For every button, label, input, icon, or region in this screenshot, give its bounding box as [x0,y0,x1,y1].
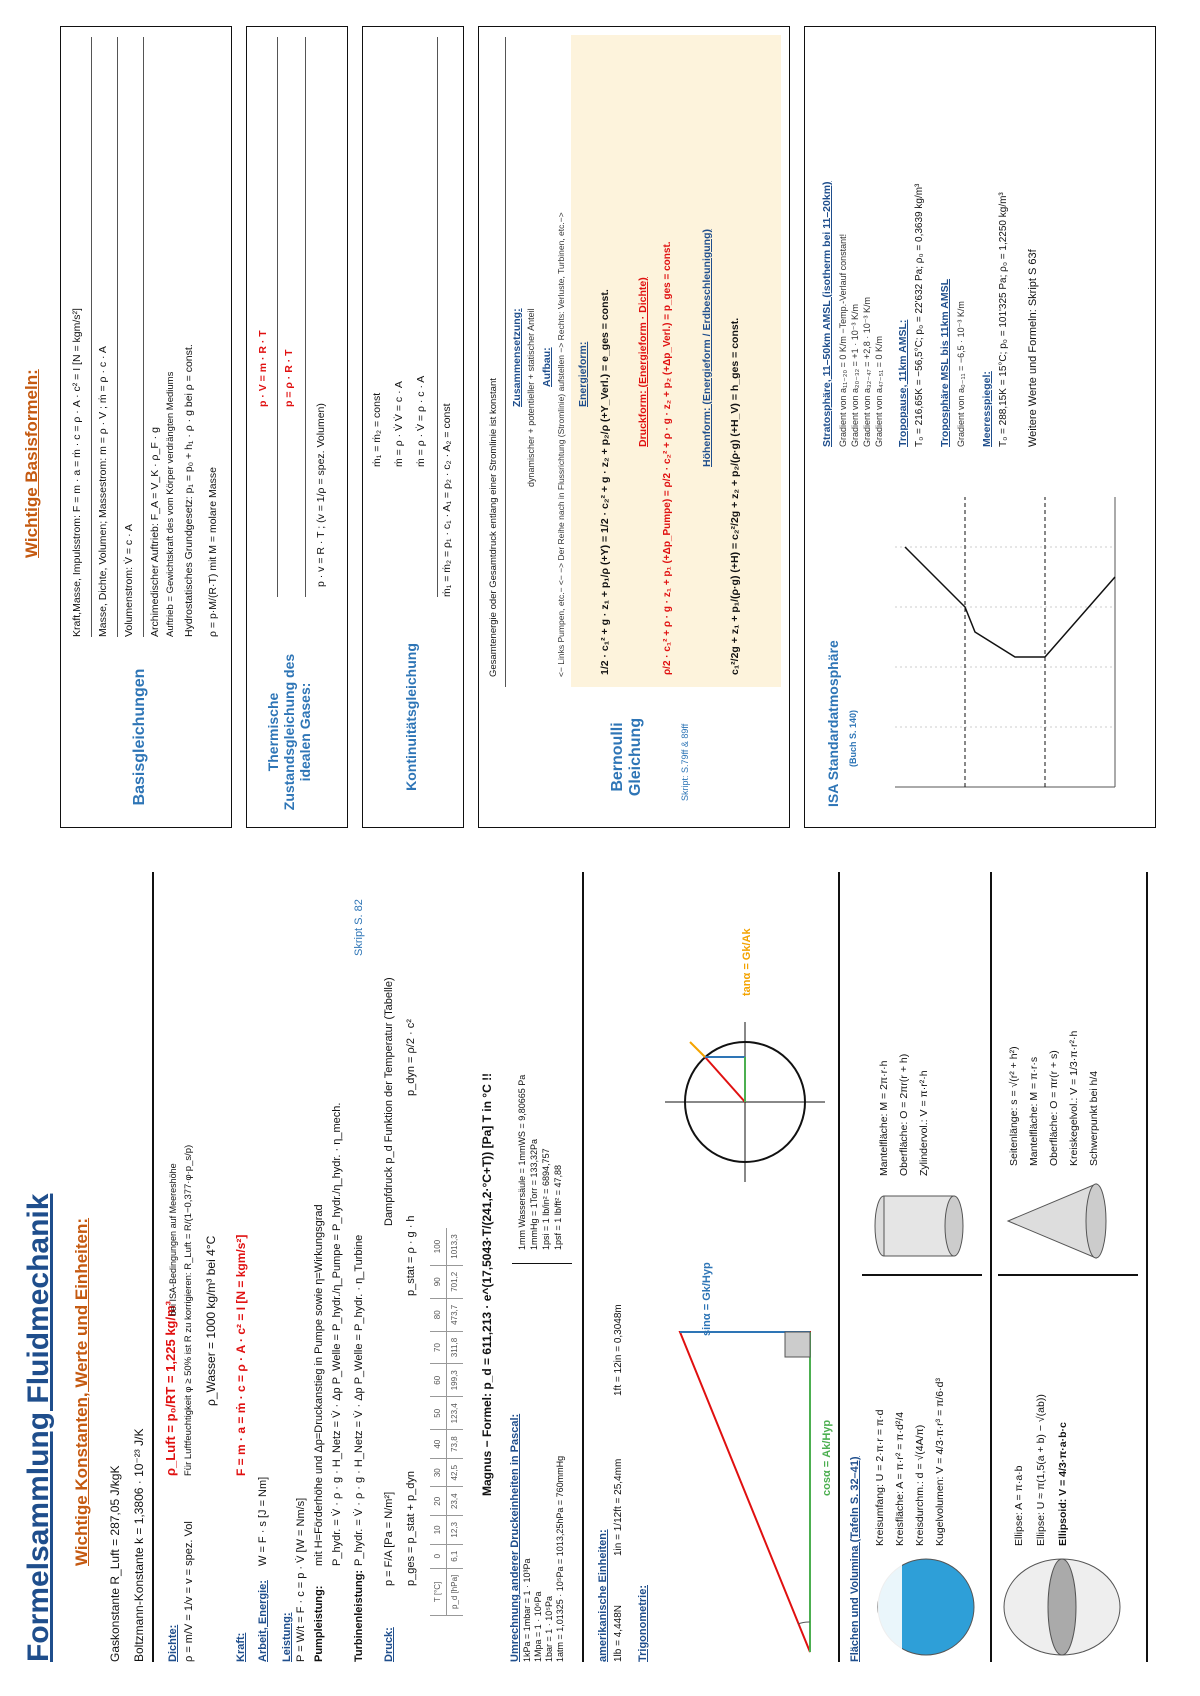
areas-heading: Flächen und Volumina (Tafeln S. 32–41) [849,1456,861,1662]
isa-row: Tropopause, 11km AMSL: [897,319,909,447]
isa-temperature-chart [875,487,1135,807]
circle-formulas [870,1378,950,1546]
ellipsoid-section [1048,1559,1076,1655]
table-header-cell: 80 [430,1298,447,1331]
table-header-cell: T [°C] [430,1568,447,1615]
list-item: Kreisdurchm.: d = √(4A/π) [914,1424,926,1546]
triangle-hypotenuse [680,1332,810,1652]
list-item: 1Mpa = 1 · 10⁶Pa [533,1591,543,1662]
sine-label: sinα = Gk/Hyp [701,1262,713,1336]
pressure-form: ρ/2 · c₁² + ρ · g · z₁ + p₁ (+Δp_Pumpe) = ρ/2 · c₂² + ρ · g · z₂ + p₂ (+Δp_Verl.) = p_ges = const. [662,241,673,675]
sphere-cap [878,1559,902,1655]
continuity-box [362,26,464,828]
turbine-label: Turbinenleistung: [353,1569,365,1662]
isa-box [804,26,1156,828]
divider [512,1263,572,1264]
bernoulli-row: Aufbau: [541,347,553,387]
isa-row: Gradient von a₃₂₋₄₇ = +2,8 · 10⁻³ K/m [862,297,872,447]
isa-row: Meeresspiegel: [981,371,993,447]
pressure-heading: Druck: [383,1627,395,1662]
divider [305,37,306,597]
basic-row: Hydrostatisches Grundgesetz: p₁ = p₀ + h₁ · ρ · g bei ρ = const. [183,344,195,637]
bernoulli-row: Gesamtenergie oder Gesamtdruck entlang einer Stromlinie ist konstant [488,378,499,677]
sphere-figure [866,1552,1016,1662]
pump-text: mit H=Förderhöhe und Δp=Druckanstieg in Pumpe sowie η=Wirkungsgrad [313,1204,325,1566]
continuity-label: Kontinuitätsgleichung [403,643,419,791]
bernoulli-row: <− Links Pumpen, etc.− <− −> Der Reihe nach in Flussrichtung (Stromlinie) aufstellen −> Rechts: Verluste, Turbinen, etc.−> [556,212,566,677]
density-formula: ρ = m/V = 1/v = v = spez. Vol [183,1521,195,1662]
table-header-cell: 20 [430,1487,447,1516]
work-heading: Arbeit, Energie: [257,1580,269,1662]
isa-row: Troposphäre MSL bis 11km AMSL [939,278,951,447]
basic-row: Auftrieb = Gewichtskraft des vom Körper verdrängten Mediums [165,371,176,637]
divider [582,872,584,1662]
table-cell: 199,3 [447,1364,464,1397]
list-item: Kugelvolumen: V = 4/3·π·r³ = π/6·d³ [934,1378,946,1546]
continuity-row: ṁ = ρ · V̇ V̇ = c · A [393,381,405,467]
force-formula: F = m · a = ṁ · c = ρ · A · c² = I [N = kgm/s²] [234,1234,248,1476]
tangent-label: tanα = Gk/Ak [741,928,753,996]
list-item: Kreisfläche: A = π·r² = π·d²/4 [894,1411,906,1546]
table-header-row [430,1228,447,1615]
energy-form-heading: Energieform: [577,341,589,407]
vapor-table [430,1228,463,1616]
basic-row: Archimedischer Auftrieb: F_A = V_K · ρ_F · g [149,427,161,637]
divider [91,37,92,637]
pump-label: Pumpleistung: [313,1585,325,1662]
table-cell: 12,3 [447,1516,464,1545]
divider [838,872,840,1662]
list-item: 1kPa = 1mbar = 1 · 10³Pa [522,1558,532,1662]
basic-row: Kraft,Masse, Impulsstrom: F = m · a = ṁ · c = ρ · A · c² = I [N = kgm/s²] [71,308,83,637]
list-item: Oberfläche: O = 2πr(r + h) [898,1053,910,1176]
table-value-row [447,1228,464,1615]
isa-row: T₀ = 288,15K = 15°C; p₀ = 101'325 Pa; ρ₀ = 1,2250 kg/m³ [998,192,1009,447]
table-cell: p_d [hPa] [447,1568,464,1615]
table-cell: 473,7 [447,1298,464,1331]
american-unit: 1ft = 12in = 0,3048m [613,1304,624,1396]
table-header-cell: 40 [430,1430,447,1459]
table-header-cell: 0 [430,1544,447,1568]
ellipse-formulas [1008,1394,1074,1546]
divider [117,37,118,637]
table-header-cell: 90 [430,1265,447,1298]
divider [277,37,278,597]
bernoulli-label: Bernoulli Gleichung [609,717,644,797]
bernoulli-box [478,26,790,828]
isa-row: Gradient von a₁₁₋₂₀ = 0 K/m −Temp.-Verlauf constant! [838,233,848,447]
power-formula: P = W/t = F · c = p · V̇ [W = Nm/s] [295,1497,307,1662]
divider [505,37,506,687]
list-item: 1mm Wassersäule = 1mmWS = 9,80665 Pa [517,1074,527,1250]
conversion-heading: Umrechnung anderer Druckeinheiten in Pascal: [509,1413,521,1662]
cosine-label: cosα = Ak/Hyp [821,1419,833,1496]
thermal-state-box [246,26,348,828]
conversion-right [516,1075,564,1250]
height-form-heading: Höhenform: (Energieform / Erdbeschleunigung) [701,228,713,467]
table-header-cell: 50 [430,1397,447,1430]
thermo-row: p = ρ · R · T [283,349,295,407]
table-cell: 701,2 [447,1265,464,1298]
list-item: Mantelfläche: M = 2π·r·h [878,1060,890,1176]
list-item: Seitenlänge: s = √(r² + h²) [1008,1046,1020,1166]
isa-row: Weitere Werte und Formeln: Skript S 63f [1027,249,1039,447]
thermo-row: p · V = m · R · T [257,330,269,407]
constants-subtitle: Wichtige Konstanten, Werte und Einheiten: [72,1217,91,1566]
bernoulli-forms-panel [571,35,781,687]
table-header-cell: 100 [430,1228,447,1265]
isa-row: Stratosphäre, 11–50km AMSL (isotherm bei 11–20km) [821,181,833,447]
table-cell: 23,4 [447,1487,464,1516]
table-header-cell: 60 [430,1364,447,1397]
trigonometry-heading: Trigonometrie: [637,1584,649,1662]
list-item: Oberfläche: O = πr(r + s) [1048,1050,1060,1166]
pressure-form-heading: Druckform: (Energieform · Dichte) [637,277,649,447]
magnus-formula: Magnus − Formel: p_d = 611,213 · e^(17,5043·T/(241,2·°C+T)) [Pa] T in °C !! [480,1072,494,1496]
list-item: Kreisumfang: U = 2·π·r = π·d [874,1409,886,1546]
gas-constant: Gaskonstante R_Luft = 287,05 J/kgK [108,1465,122,1662]
isa-subtitle: (Buch S. 140) [848,709,858,767]
list-item: Kreiskegelvol.: V = 1/3·π·r²·h [1068,1030,1080,1166]
p-ges: p_ges = p_stat + p_dyn [405,1471,417,1586]
list-item: Schwerpunkt bei h/4 [1088,1070,1100,1166]
divider [437,37,438,597]
american-unit: 1in = 1/12ft = 25,4mm [613,1458,624,1556]
tangent-line [690,1042,705,1057]
table-header-cell: 10 [430,1516,447,1545]
table-header-cell: 70 [430,1331,447,1363]
list-item: 1psi = 1 lb/in² = 6894,757 [541,1148,551,1250]
work-formula: W = F · s [J = Nm] [257,1476,269,1566]
list-item: Ellipse: A = π·a·b [1013,1465,1025,1546]
thermo-row: p · v = R · T ; (v = 1/ρ = spez. Volumen) [315,403,327,587]
left-page [0,848,1200,1696]
divider [1146,872,1148,1662]
temperature-profile-line [905,547,1115,657]
table-cell: 311,8 [447,1331,464,1363]
divider [143,37,144,637]
basic-row: ρ = p·M/(R·T) mit M = molare Masse [207,467,219,637]
cone-formulas [1004,1031,1104,1166]
bernoulli-script-ref: Skript: S.79ff & 89ff [680,723,690,801]
table-cell: 73,8 [447,1430,464,1459]
thermal-state-label: Thermische Zustandsgleichung des idealen Gases: [265,653,313,811]
cylinder-body [884,1196,954,1256]
basic-formulas-title: Wichtige Basisformeln: [22,369,41,558]
continuity-row: ṁ = ρ · V̇ = ρ · c · A [415,375,427,467]
list-item: 1bar = 1 · 10⁵Pa [544,1595,554,1662]
list-item: 1atm = 1,01325 · 10⁵Pa = 1013,25hPa = 760mmHg [555,1455,565,1662]
table-cell: 123,4 [447,1397,464,1430]
water-density: ρ_Wasser = 1000 kg/m³ bei 4°C [204,1235,218,1406]
cone-icon [1008,1184,1096,1258]
basic-equations-label: Basisgleichungen [131,668,148,806]
continuity-row: ṁ₁ = ṁ₂ = ρ₁ · c₁ · A₁ = ρ₂ · c₂ · A₂ = const [441,403,453,597]
density-heading: Dichte: [167,1624,179,1662]
american-units-heading: amerikanische Einheiten: [597,1529,609,1662]
divider [152,872,154,1662]
page-title: Formelsammlung Fluidmechanik [22,1193,55,1662]
list-item: Zylindervol.: V = π·r²·h [918,1070,930,1176]
energy-form: 1/2 · c₁² + g · z₁ + p₁/ρ (+Y) = 1/2 · c₂² + g · z₂ + p₂/ρ (+Y_Verl.) = e_ges = const. [599,289,611,675]
boltzmann-constant: Boltzmann-Konstante k = 1,3806 · 10⁻²³ J/K [132,1428,146,1662]
cylinder-figure [870,1186,970,1266]
vapor-title: Dampfdruck p_d Funktion der Temperatur (Tabelle) [383,977,395,1226]
height-form: c₁²/2g + z₁ + p₁/(ρ·g) (+H) = c₂²/2g + z₂ + p₂/(ρ·g) (+H_V) = h_ges = const. [729,317,741,675]
isa-label: ISA Standardatmosphäre [825,640,841,807]
divider [998,1275,1138,1277]
humidity-note: Für Luftfeuchtigkeit φ ≥ 50% ist R zu korrigieren: R_Luft = R/(1−0,377·φ·p_s/p) [183,1144,194,1476]
bernoulli-row: Zusammensetzung: [511,308,523,407]
force-heading: Kraft: [235,1632,247,1662]
isa-row: Gradient von a₀₋₁₁ = −6,5 · 10⁻³ K/m [956,301,966,447]
basic-row: Masse, Dichte, Volumen; Massestrom: m = ρ · V ; ṁ = ρ · c · A [97,346,109,637]
basic-row: Volumenstrom: V̇ = c · A [123,524,135,637]
isa-row: T₀ = 216,65K = −56,5°C; p₀ = 22'632 Pa; ρ₀ = 0,3639 kg/m³ [914,183,925,447]
basic-equations-box [60,26,232,828]
divider [862,1275,982,1277]
table-cell: 42,5 [447,1458,464,1487]
p-dyn: p_dyn = ρ/2 · c² [405,1019,417,1096]
bernoulli-row: dynamischer + potentieller + statischer Anteil [526,308,536,487]
table-header-cell: 30 [430,1458,447,1487]
isa-row: Gradient von a₂₀₋₃₂ = +1 · 10⁻³ K/m [850,304,860,447]
pump-formula: P_hydr. = V̇ · ρ · g · H_Netz = V̇ · Δp P_Welle = P_hydr./η_Pumpe = P_hydr./η_hydr. · η_mech. [331,1102,343,1566]
p-stat: p_stat = ρ · g · h [405,1215,417,1296]
list-item: 1psf = 1 lb/ft² = 47,88 [553,1164,563,1250]
list-item: Ellipse: U ≈ π(1,5(a + b) − √(ab)) [1035,1394,1047,1546]
air-density: ρ_Luft = p₀/RT = 1,225 kg/m³ [163,1301,178,1476]
air-density-note: bei ISA-Bedingungen auf Meereshöhe [168,1163,178,1316]
table-cell: 1013,3 [447,1228,464,1265]
table-cell: 6,1 [447,1544,464,1568]
turbine-formula: P_hydr. = V̇ · ρ · g · H_Netz = V̇ · Δp P_Welle = P_hydr. · η_Turbine [353,1234,365,1566]
right-angle-marker [785,1332,810,1357]
cone-base [1086,1184,1106,1258]
american-unit: 1lb = 4,448N [613,1605,624,1662]
isa-row: Gradient von a₄₇₋₅₁ = 0 K/m [874,336,884,447]
script-ref: Skript S. 82 [353,899,365,956]
cone-figure [1000,1176,1120,1266]
power-heading: Leistung: [281,1612,293,1662]
divider [990,872,992,1662]
list-item: Ellipsoid: V = 4/3·π·a·b·c [1057,1422,1069,1546]
angle-alpha-marker [798,1622,810,1624]
continuity-row: ṁ₁ = ṁ₂ = const [371,392,383,467]
ellipsoid-figure [1000,1552,1130,1662]
cylinder-base [945,1196,963,1256]
cylinder-formulas [874,1054,934,1176]
radius-line [705,1057,745,1102]
pressure-formula: p = F/A [Pa = N/m²] [383,1491,395,1586]
list-item: 1mmHg = 1Torr = 133,32Pa [529,1138,539,1250]
list-item: Mantelfläche: M = π·r·s [1028,1056,1040,1166]
conversion-left [522,1456,566,1662]
